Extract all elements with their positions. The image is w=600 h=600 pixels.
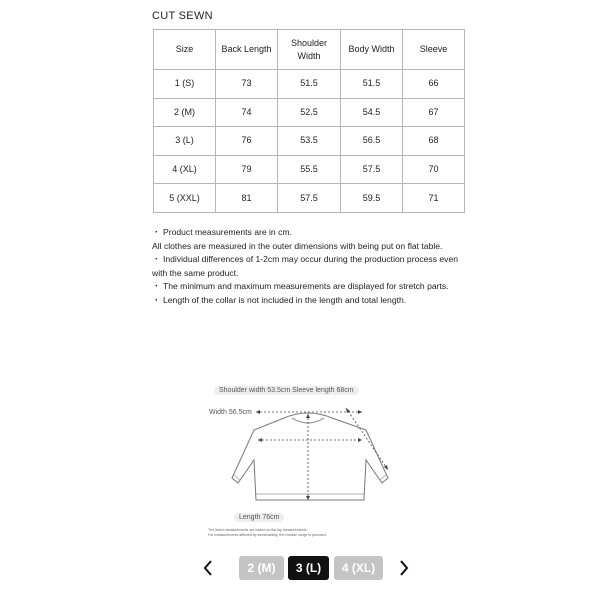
note-line: ・ The minimum and maximum measurements are displayed for stretch parts. (152, 281, 449, 291)
note-line: ・ Individual differences of 1-2cm may occur during the production process even with the same product. (152, 254, 459, 278)
size-chip-l-selected[interactable]: 3 (L) (288, 556, 329, 580)
table-cell: 79 (216, 155, 278, 184)
shoulder-sleeve-label: Shoulder width 53.5cm Sleeve length 68cm (214, 386, 359, 395)
section-title: CUT SEWN (152, 10, 213, 22)
table-cell: 59.5 (341, 184, 403, 213)
table-cell: 66 (403, 70, 465, 99)
length-label: Length 76cm (234, 513, 284, 522)
size-chip-m[interactable]: 2 (M) (239, 556, 284, 580)
measurement-diagram (196, 378, 406, 548)
table-cell: 56.5 (341, 127, 403, 156)
table-cell: 52.5 (278, 98, 341, 127)
table-cell: 67 (403, 98, 465, 127)
header-body-width: Body Width (341, 30, 403, 70)
size-table (153, 29, 465, 213)
header-sleeve: Sleeve (403, 30, 465, 70)
table-row (154, 98, 465, 127)
table-row (154, 184, 465, 213)
table-cell: 68 (403, 127, 465, 156)
table-cell: 4 (XL) (154, 155, 216, 184)
table-cell: 76 (216, 127, 278, 156)
table-cell: 53.5 (278, 127, 341, 156)
size-chip-xl[interactable]: 4 (XL) (334, 556, 383, 580)
note-line: All clothes are measured in the outer dimensions with being put on flat table. (152, 240, 443, 251)
header-shoulder-width: Shoulder Width (278, 30, 341, 70)
table-row (154, 127, 465, 156)
diagram-fineprint (208, 528, 327, 538)
header-back-length: Back Length (216, 30, 278, 70)
table-cell: 54.5 (341, 98, 403, 127)
table-cell: 57.5 (278, 184, 341, 213)
measurement-notes (152, 226, 462, 307)
table-cell: 3 (L) (154, 127, 216, 156)
width-label: Width 56.5cm (209, 409, 252, 416)
note-line: ・ Product measurements are in cm. (152, 227, 292, 237)
table-cell: 2 (M) (154, 98, 216, 127)
table-cell: 51.5 (278, 70, 341, 99)
table-cell: 71 (403, 184, 465, 213)
table-header-row (154, 30, 465, 70)
fineprint-line: The listed measurements are based on flat lay measurements. (208, 528, 308, 532)
table-row (154, 155, 465, 184)
fineprint-line: For measurements affected by stretchability, the median range is provided. (208, 533, 327, 537)
table-cell: 51.5 (341, 70, 403, 99)
table-cell: 70 (403, 155, 465, 184)
header-size: Size (154, 30, 216, 70)
table-cell: 5 (XXL) (154, 184, 216, 213)
table-cell: 57.5 (341, 155, 403, 184)
size-pager (200, 554, 415, 582)
note-line: ・ Length of the collar is not included in the length and total length. (152, 294, 407, 305)
shirt-illustration (196, 378, 406, 548)
table-row (154, 70, 465, 99)
table-cell: 1 (S) (154, 70, 216, 99)
chevron-left-icon[interactable] (200, 557, 216, 579)
table-cell: 81 (216, 184, 278, 213)
chevron-right-icon[interactable] (396, 557, 412, 579)
table-cell: 74 (216, 98, 278, 127)
table-cell: 73 (216, 70, 278, 99)
table-cell: 55.5 (278, 155, 341, 184)
